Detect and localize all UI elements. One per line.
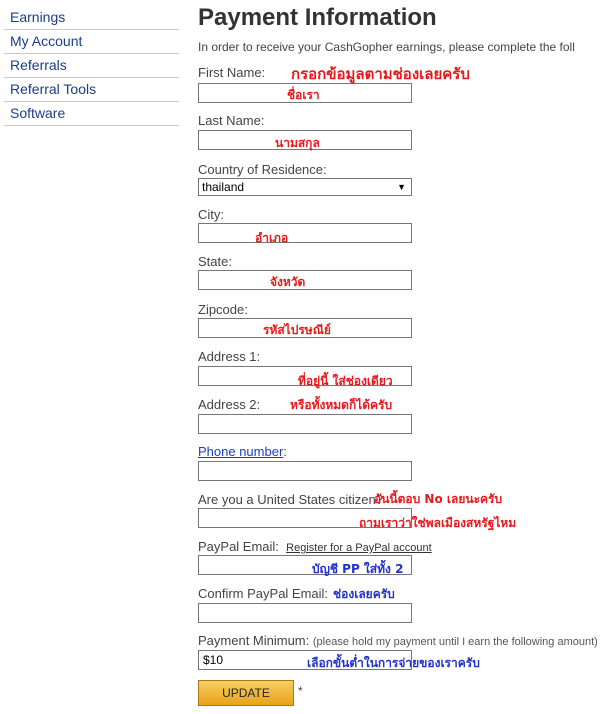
annotation-paypal: บัญชี PP ใส่ทั้ง 2 (312, 562, 404, 576)
annotation-minimum: เลือกขั้นต่ำในการจ่ายของเราครับ (307, 656, 480, 670)
state-field[interactable] (198, 270, 412, 290)
annotation-state: จังหวัด (270, 275, 306, 289)
paypal-register-link[interactable]: Register for a PayPal account (286, 542, 432, 554)
annotation-address-b: หรือทั้งหมดก็ได้ครับ (290, 398, 393, 412)
intro-text: In order to receive your CashGopher earnings, please complete the foll (198, 40, 575, 54)
chevron-down-icon: ▼ (397, 182, 406, 192)
last-name-label: Last Name: (198, 113, 265, 128)
us-citizen-label: Are you a United States citizen? (198, 492, 383, 507)
annotation-citizen-a: อันนี้ตอบ No เลยนะครับ (374, 492, 503, 506)
city-field[interactable] (198, 223, 412, 243)
address2-field[interactable] (198, 414, 412, 434)
annotation-first-name: ชื่อเรา (287, 88, 320, 102)
address2-label: Address 2: (198, 397, 261, 412)
address1-field[interactable] (198, 366, 412, 386)
sidebar-item-referrals[interactable]: Referrals (4, 54, 179, 78)
update-button[interactable]: UPDATE (198, 680, 294, 706)
required-mark: * (298, 684, 303, 698)
phone-label-row (198, 444, 287, 459)
last-name-field[interactable] (198, 130, 412, 150)
first-name-field[interactable] (198, 83, 412, 103)
phone-field[interactable] (198, 461, 412, 481)
zipcode-label: Zipcode: (198, 302, 248, 317)
annotation-last-name: นามสกุล (275, 136, 320, 150)
zipcode-field[interactable] (198, 318, 412, 338)
annotation-fill-in: กรอกข้อมูลตามช่องเลยครับ (291, 65, 470, 83)
annotation-zipcode: รหัสไปรษณีย์ (263, 323, 331, 337)
payment-minimum-label: Payment Minimum: (198, 633, 310, 648)
sidebar-item-software[interactable]: Software (4, 102, 179, 126)
payment-minimum-label-row (198, 633, 598, 648)
sidebar-item-earnings[interactable]: Earnings (4, 6, 179, 30)
sidebar-item-my-account[interactable]: My Account (4, 30, 179, 54)
country-select[interactable] (198, 178, 412, 196)
paypal-email-field[interactable] (198, 555, 412, 575)
confirm-paypal-email-field[interactable] (198, 603, 412, 623)
annotation-citizen-b: ถามเราว่าใช่พลเมืองสหรัฐไหม (359, 516, 517, 530)
confirm-paypal-label: Confirm PayPal Email: (198, 586, 329, 601)
city-label: City: (198, 207, 224, 222)
us-citizen-field[interactable] (198, 508, 412, 528)
paypal-email-label: PayPal Email: (198, 539, 279, 554)
country-label: Country of Residence: (198, 162, 327, 177)
payment-minimum-note: (please hold my payment until I earn the following amount) (312, 636, 598, 648)
state-label: State: (198, 254, 232, 269)
sidebar-item-referral-tools[interactable]: Referral Tools (4, 78, 179, 102)
annotation-confirm: ช่องเลยครับ (333, 587, 395, 601)
phone-number-link[interactable]: Phone number (198, 444, 284, 459)
payment-minimum-field[interactable] (198, 650, 412, 670)
page-title: Payment Information (198, 4, 437, 31)
address1-label: Address 1: (198, 349, 261, 364)
annotation-city: อำเภอ (255, 231, 289, 245)
first-name-label: First Name: (198, 65, 266, 80)
sidebar-nav (4, 6, 179, 126)
phone-colon: : (283, 444, 287, 459)
paypal-label-row (198, 539, 432, 554)
country-select-value: thailand (202, 180, 245, 194)
annotation-address-a: ที่อยู่นี้ ใส่ช่องเดียว (298, 374, 393, 388)
